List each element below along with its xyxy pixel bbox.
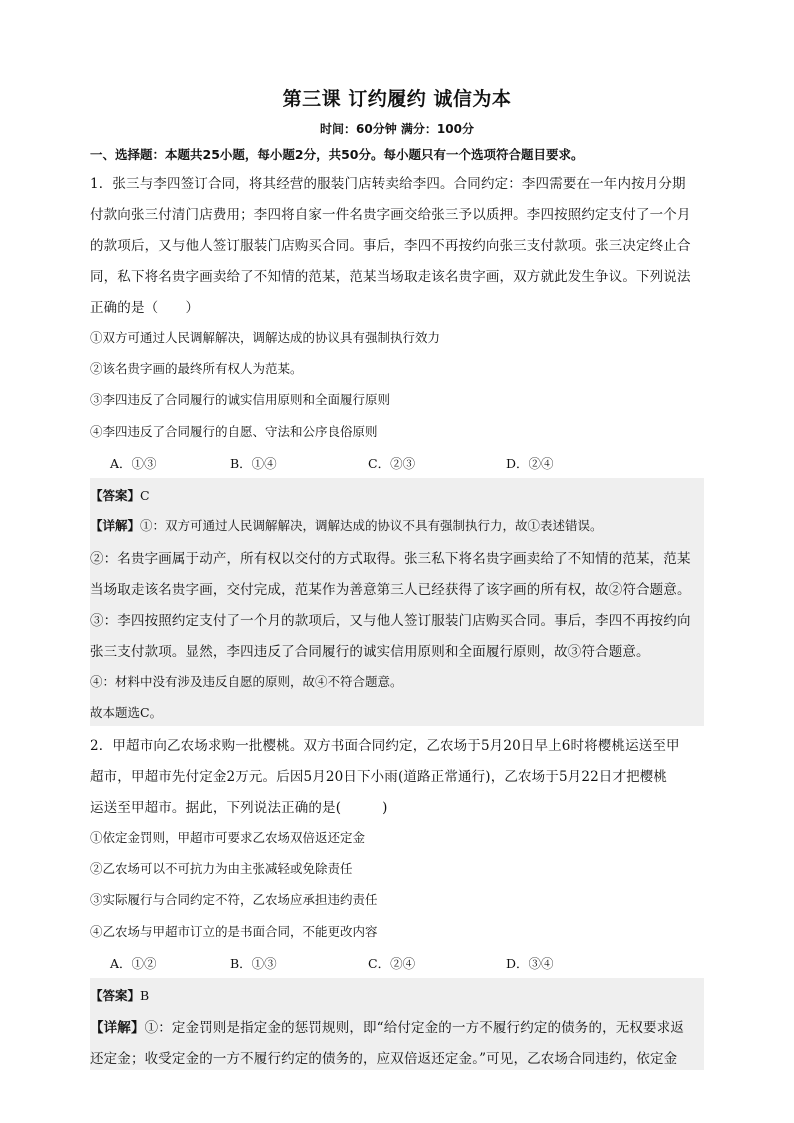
q2-answer bbox=[90, 986, 706, 1004]
detail-text: ①：定金罚则是指定金的惩罚规则，即“给付定金的一方不履行约定的债务的，无权要求返 bbox=[144, 1020, 685, 1036]
q1-answer bbox=[90, 486, 706, 504]
q2-choice-b: B．①③ bbox=[230, 956, 277, 971]
q1-option: ①双方可通过人民调解解决，调解达成的协议具有强制执行效力 bbox=[90, 330, 441, 345]
answer-label: 【答案】 bbox=[90, 488, 141, 503]
q1-stem-line: 的款项后，又与他人签订服装门店购买合同。事后，李四不再按约向张三支付款项。张三决定终止合 bbox=[90, 238, 691, 254]
q2-stem-line: 超市，甲超市先付定金2万元。后因5月20日下小雨(道路正常通行)，乙农场于5月22日才把樱桃 bbox=[90, 769, 668, 785]
q2-option: ③实际履行与合同约定不符，乙农场应承担违约责任 bbox=[90, 892, 378, 907]
q1-choice-a: A．①③ bbox=[110, 456, 157, 471]
page-title: 第三课 订约履约 诚信为本 bbox=[282, 88, 512, 110]
q1-stem-line: 1．张三与李四签订合同，将其经营的服装门店转卖给李四。合同约定：李四需要在一年内按月分期 bbox=[90, 176, 686, 192]
q2-option: ④乙农场与甲超市订立的是书面合同，不能更改内容 bbox=[90, 924, 378, 939]
q1-stem-line: 付款向张三付清门店费用；李四将自家一件名贵字画交给张三予以质押。李四按照约定支付了一个月 bbox=[90, 207, 691, 223]
q1-detail-line: 张三支付款项。显然，李四违反了合同履行的诚实信用原则和全面履行原则，故③符合题意。 bbox=[90, 644, 650, 660]
detail-label: 【详解】 bbox=[90, 1020, 145, 1036]
q2-stem-line: 2．甲超市向乙农场求购一批樱桃。双方书面合同约定，乙农场于5月20日早上6时将樱桃运送至甲 bbox=[90, 738, 680, 754]
exam-meta: 时间：60分钟 满分：100分 bbox=[320, 122, 474, 136]
answer-value: B bbox=[140, 988, 150, 1003]
q1-detail-line: ③：李四按照约定支付了一个月的款项后，又与他人签订服装门店购买合同。事后，李四不再按约向 bbox=[90, 613, 691, 629]
q1-option: ③李四违反了合同履行的诚实信用原则和全面履行原则 bbox=[90, 392, 391, 407]
q1-detail-line: 当场取走该名贵字画，交付完成，范某作为善意第三人已经获得了该字画的所有权，故②符合题意。 bbox=[90, 582, 691, 598]
q1-detail-line bbox=[90, 516, 706, 534]
q1-conclusion: 故本题选C。 bbox=[90, 705, 163, 720]
q2-choice-c: C．②④ bbox=[368, 956, 416, 971]
q1-stem-line: 正确的是（ ） bbox=[90, 300, 200, 316]
q1-detail-line: ②：名贵字画属于动产，所有权以交付的方式取得。张三私下将名贵字画卖给了不知情的范某，范某 bbox=[90, 551, 691, 567]
q1-choice-d: D．②④ bbox=[506, 456, 554, 471]
detail-text: ①：双方可通过人民调解解决，调解达成的协议不具有强制执行力，故①表述错误。 bbox=[140, 518, 603, 533]
q2-option: ①依定金罚则，甲超市可要求乙农场双倍返还定金 bbox=[90, 830, 366, 845]
q2-detail-line bbox=[90, 1016, 706, 1036]
q2-choice-a: A．①② bbox=[110, 956, 157, 971]
q2-stem-line: 运送至甲超市。据此，下列说法正确的是( ) bbox=[90, 800, 388, 816]
q1-choice-c: C．②③ bbox=[368, 456, 416, 471]
q1-choice-b: B．①④ bbox=[230, 456, 277, 471]
q1-option: ②该名贵字画的最终所有权人为范某。 bbox=[90, 361, 303, 376]
answer-label: 【答案】 bbox=[90, 988, 141, 1003]
q2-option: ②乙农场可以不可抗力为由主张减轻或免除责任 bbox=[90, 861, 353, 876]
q1-detail-line: ④：材料中没有涉及违反自愿的原则，故④不符合题意。 bbox=[90, 674, 403, 689]
section-heading: 一、选择题：本题共25小题，每小题2分，共50分。每小题只有一个选项符合题目要求。 bbox=[90, 147, 584, 162]
q1-option: ④李四违反了合同履行的自愿、守法和公序良俗原则 bbox=[90, 424, 378, 439]
q2-detail-line: 还定金；收受定金的一方不履行约定的债务的，应双倍返还定金。”可见，乙农场合同违约，依定金 bbox=[90, 1051, 678, 1067]
q1-stem-line: 同，私下将名贵字画卖给了不知情的范某，范某当场取走该名贵字画，双方就此发生争议。下列说法 bbox=[90, 269, 691, 285]
detail-label: 【详解】 bbox=[90, 518, 141, 533]
q2-choice-d: D．③④ bbox=[506, 956, 554, 971]
answer-value: C bbox=[140, 488, 150, 503]
